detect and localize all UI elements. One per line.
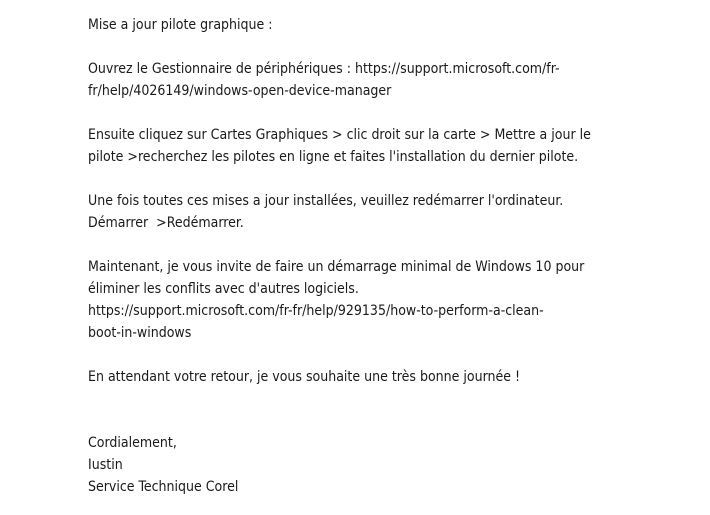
spacer <box>88 234 688 256</box>
restart-line2: Démarrer >Redémarrer. <box>88 215 244 231</box>
device-manager-link-part2[interactable]: fr/help/4026149/windows-open-device-manager <box>88 83 392 99</box>
clean-boot-link-part1[interactable]: https://support.microsoft.com/fr-fr/help/929135/how-to-perform-a-clean- <box>88 303 544 319</box>
clean-boot-link-part2[interactable]: boot-in-windows <box>88 325 192 341</box>
instructions-line1: Ensuite cliquez sur Cartes Graphiques > clic droit sur la carte > Mettre a jour le <box>88 127 591 143</box>
clean-boot-link-line2 <box>88 322 688 344</box>
clean-boot-line2: éliminer les conflits avec d'autres logiciels. <box>88 281 359 297</box>
spacer <box>88 168 688 190</box>
clean-boot-line1: Maintenant, je vous invite de faire un démarrage minimal de Windows 10 pour <box>88 259 585 275</box>
paragraph-device-manager <box>88 58 688 80</box>
signature-team: Service Technique Corel <box>88 479 239 495</box>
instructions-line2: pilote >recherchez les pilotes en ligne et faites l'installation du dernier pilote. <box>88 149 579 165</box>
clean-boot-link-line1 <box>88 300 688 322</box>
email-body <box>88 14 688 498</box>
signature-name: Iustin <box>88 457 123 473</box>
spacer <box>88 344 688 366</box>
device-manager-text: Ouvrez le Gestionnaire de périphériques : <box>88 61 355 77</box>
spacer <box>88 388 688 410</box>
spacer <box>88 102 688 124</box>
device-manager-link-part1[interactable]: https://support.microsoft.com/fr- <box>354 61 560 77</box>
spacer <box>88 36 688 58</box>
spacer <box>88 410 688 432</box>
closing-wish: En attendant votre retour, je vous souhaite une très bonne journée ! <box>88 369 521 385</box>
heading: Mise a jour pilote graphique : <box>88 17 273 33</box>
signature-closing: Cordialement, <box>88 435 177 451</box>
restart-line1: Une fois toutes ces mises a jour installées, veuillez redémarrer l'ordinateur. <box>88 193 564 209</box>
device-manager-link-line2 <box>88 80 688 102</box>
